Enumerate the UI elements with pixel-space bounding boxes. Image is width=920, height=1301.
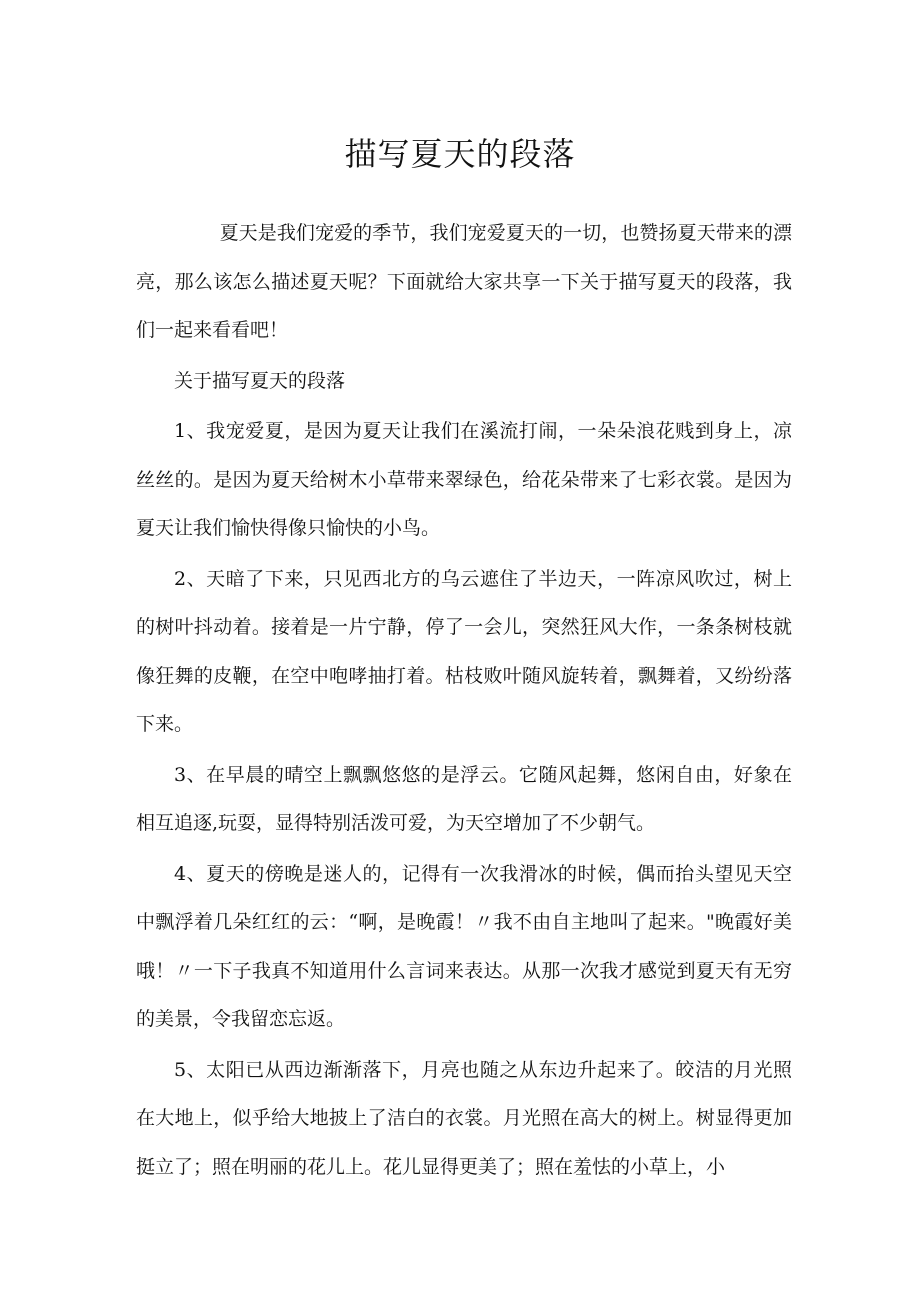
intro-paragraph: 夏天是我们宠爱的季节，我们宠爱夏天的一切，也赞扬夏天带来的漂亮，那么该怎么描述夏天呢？下面就给大家共享一下关于描写夏天的段落，我们一起来看看吧！ — [136, 222, 792, 341]
paragraph-4: 4、夏天的傍晚是迷人的，记得有一次我滑冰的时候，偶而抬头望见天空中飘浮着几朵红红的云：“啊，是晚霞！〃我不由自主地叫了起来。"晚霞好美哦！〃一下子我真不知道用什么言词来表达。从那一次我才感觉到夏天有无穷的美景，令我留恋忘返。 — [136, 862, 792, 1030]
paragraph-2: 2、天暗了下来，只见西北方的乌云遮住了半边天，一阵凉风吹过，树上的树叶抖动着。接着是一片宁静，停了一会儿，突然狂风大作，一条条树枝就像狂舞的皮鞭，在空中咆哮抽打着。枯枝败叶随风旋转着，飘舞着，又纷纷落下来。 — [136, 567, 792, 735]
paragraph-3: 3、在早晨的晴空上飘飘悠悠的是浮云。它随风起舞，悠闲自由，好象在相互追逐,玩耍，显得特别活泼可爱，为天空增加了不少朝气。 — [136, 763, 792, 834]
paragraph-1: 1、我宠爱夏，是因为夏天让我们在溪流打闹，一朵朵浪花贱到身上，凉丝丝的。是因为夏天给树木小草带来翠绿色，给花朵带来了七彩衣裳。是因为夏天让我们愉快得像只愉快的小鸟。 — [136, 420, 792, 539]
section-heading: 关于描写夏天的段落 — [174, 369, 346, 392]
document-title: 描写夏天的段落 — [344, 135, 576, 173]
paragraph-5: 5、太阳已从西边渐渐落下，月亮也随之从东边升起来了。皎洁的月光照在大地上，似乎给大地披上了洁白的衣裳。月光照在高大的树上。树显得更加挺立了；照在明丽的花儿上。花儿显得更美了；照在羞怯的小草上，小 — [136, 1058, 792, 1178]
document-body — [136, 209, 792, 1191]
